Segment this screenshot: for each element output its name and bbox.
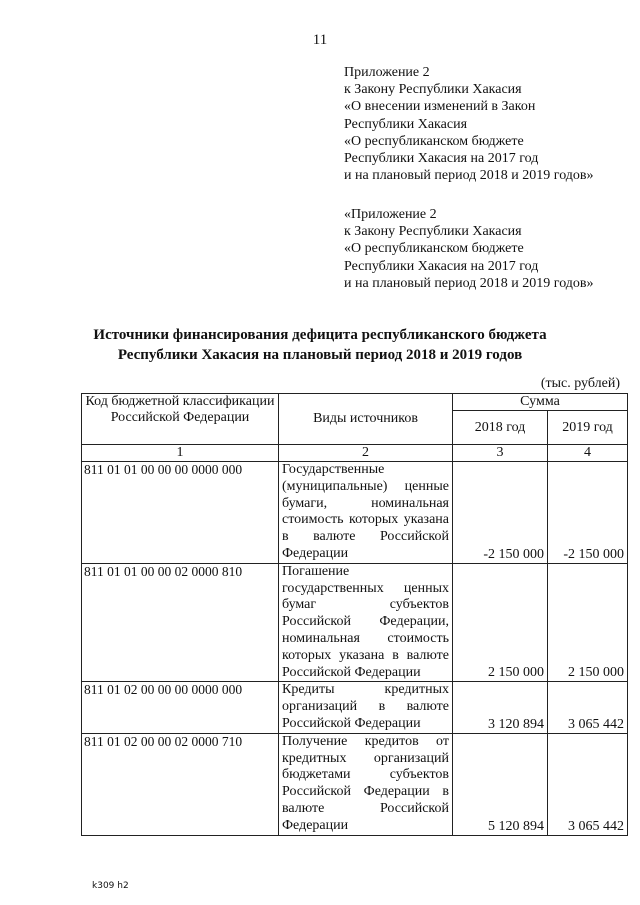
row-name: Кредиты кредитных организаций в валюте Российской Федерации [279, 682, 453, 733]
appendix-line: Республики Хакасия на 2017 год [344, 258, 539, 274]
table-row [82, 462, 628, 564]
appendix-caption-amendment [344, 64, 594, 184]
table-row [82, 733, 628, 835]
row-code: 811 01 01 00 00 02 0000 810 [82, 563, 279, 682]
document-title [0, 325, 640, 365]
row-amount-2018: 5 120 894 [453, 733, 548, 835]
row-code: 811 01 01 00 00 00 0000 000 [82, 462, 279, 564]
appendix-line: и на плановый период 2018 и 2019 годов» [344, 275, 594, 291]
column-number: 2 [279, 445, 453, 462]
row-code: 811 01 02 00 00 00 0000 000 [82, 682, 279, 733]
page-number: 11 [312, 32, 328, 48]
column-number: 3 [453, 445, 548, 462]
row-amount-2018: 2 150 000 [453, 563, 548, 682]
row-code: 811 01 02 00 00 02 0000 710 [82, 733, 279, 835]
header-types: Виды источников [279, 394, 453, 445]
financing-sources-table [81, 393, 628, 836]
table-row [82, 682, 628, 733]
appendix-line: Республики Хакасия на 2017 год [344, 151, 539, 167]
appendix-caption-original [344, 206, 594, 292]
appendix-line: к Закону Республики Хакасия [344, 82, 522, 98]
row-amount-2018: -2 150 000 [453, 462, 548, 564]
header-sum: Сумма [453, 394, 628, 411]
appendix-line: «Приложение 2 [344, 207, 437, 222]
appendix-line: «О внесении изменений в Закон [344, 99, 536, 115]
appendix-line: и на плановый период 2018 и 2019 годов» [344, 168, 594, 184]
row-amount-2019: 3 065 442 [548, 733, 628, 835]
appendix-line: «О республиканском бюджете [344, 133, 524, 149]
row-name: Получение кредитов от кредитных организаций бюджетами субъектов Российской Федерации в валюте Российской Федерации [279, 733, 453, 835]
header-year-2018: 2018 год [453, 411, 548, 445]
document-title-line: Источники финансирования дефицита республиканского бюджета [93, 327, 547, 343]
column-number: 1 [82, 445, 279, 462]
document-title-line: Республики Хакасия на плановый период 2018 и 2019 годов [117, 347, 523, 363]
footer-code: k309 h2 [92, 881, 129, 891]
row-amount-2018: 3 120 894 [453, 682, 548, 733]
row-name: Государственные (муниципальные) ценные бумаги, номинальная стоимость которых указана в валюте Российской Федерации [279, 462, 453, 564]
table-row [82, 563, 628, 682]
appendix-line: Приложение 2 [344, 65, 430, 80]
appendix-line: Республики Хакасия [344, 116, 468, 132]
header-code: Код бюджетной классификации Российской Федерации [82, 394, 279, 445]
row-amount-2019: -2 150 000 [548, 462, 628, 564]
row-name: Погашение государственных ценных бумаг субъектов Российской Федерации, номинальная стоимость которых указана в валюте Российской Федерации [279, 563, 453, 682]
header-year-2019: 2019 год [548, 411, 628, 445]
row-amount-2019: 3 065 442 [548, 682, 628, 733]
appendix-line: «О республиканском бюджете [344, 241, 524, 257]
units-label: (тыс. рублей) [540, 376, 620, 391]
appendix-line: к Закону Республики Хакасия [344, 224, 522, 240]
column-number: 4 [548, 445, 628, 462]
row-amount-2019: 2 150 000 [548, 563, 628, 682]
